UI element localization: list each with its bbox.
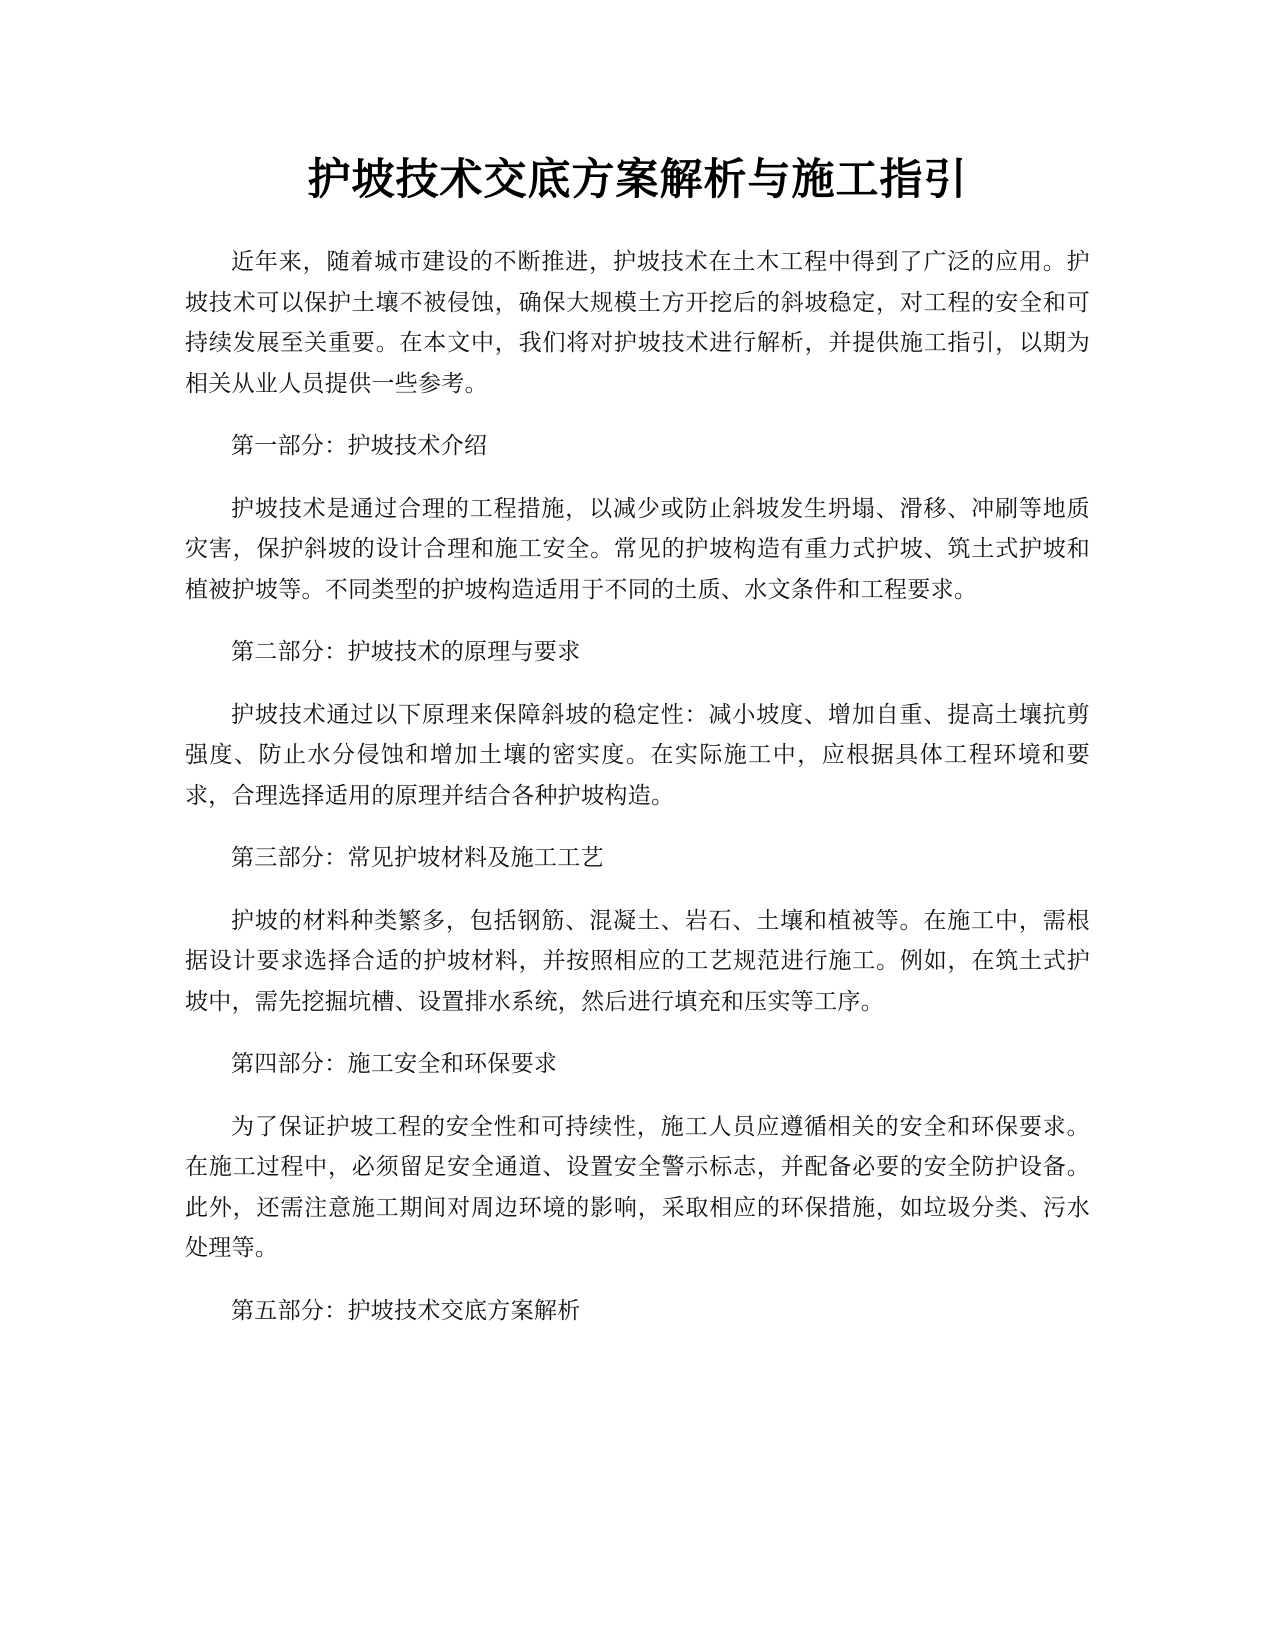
document-title: 护坡技术交底方案解析与施工指引 [307,155,968,205]
section-3-heading: 第三部分：常见护坡材料及施工工艺 [231,845,604,871]
section-3-paragraph: 护坡的材料种类繁多，包括钢筋、混凝土、岩石、土壤和植被等。在施工中，需根据设计要求选择合适的护坡材料，并按照相应的工艺规范进行施工。例如，在筑土式护坡中，需先挖掘坑槽、设置排水系统，然后进行填充和压实等工序。 [185,907,1090,1015]
section-2-paragraph: 护坡技术通过以下原理来保障斜坡的稳定性：减小坡度、增加自重、提高土壤抗剪强度、防止水分侵蚀和增加土壤的密实度。在实际施工中，应根据具体工程环境和要求，合理选择适用的原理并结合各种护坡构造。 [185,701,1090,809]
section-5-heading: 第五部分：护坡技术交底方案解析 [231,1297,581,1324]
section-1-paragraph: 护坡技术是通过合理的工程措施，以减少或防止斜坡发生坍塌、滑移、冲刷等地质灾害，保护斜坡的设计合理和施工安全。常见的护坡构造有重力式护坡、筑土式护坡和植被护坡等。不同类型的护坡构造适用于不同的土质、水文条件和工程要求。 [185,495,1090,603]
section-4-paragraph: 为了保证护坡工程的安全性和可持续性，施工人员应遵循相关的安全和环保要求。在施工过程中，必须留足安全通道、设置安全警示标志，并配备必要的安全防护设备。此外，还需注意施工期间对周边环境的影响，采取相应的环保措施，如垃圾分类、污水处理等。 [185,1113,1090,1261]
document-page [185,0,1090,1650]
section-2-heading: 第二部分：护坡技术的原理与要求 [231,639,581,665]
section-4-heading: 第四部分：施工安全和环保要求 [231,1051,558,1077]
section-1-heading: 第一部分：护坡技术介绍 [231,433,488,459]
document-body [185,242,1090,1353]
intro-paragraph: 近年来，随着城市建设的不断推进，护坡技术在土木工程中得到了广泛的应用。护坡技术可以保护土壤不被侵蚀，确保大规模土方开挖后的斜坡稳定，对工程的安全和可持续发展至关重要。在本文中，我们将对护坡技术进行解析，并提供施工指引，以期为相关从业人员提供一些参考。 [185,249,1090,397]
